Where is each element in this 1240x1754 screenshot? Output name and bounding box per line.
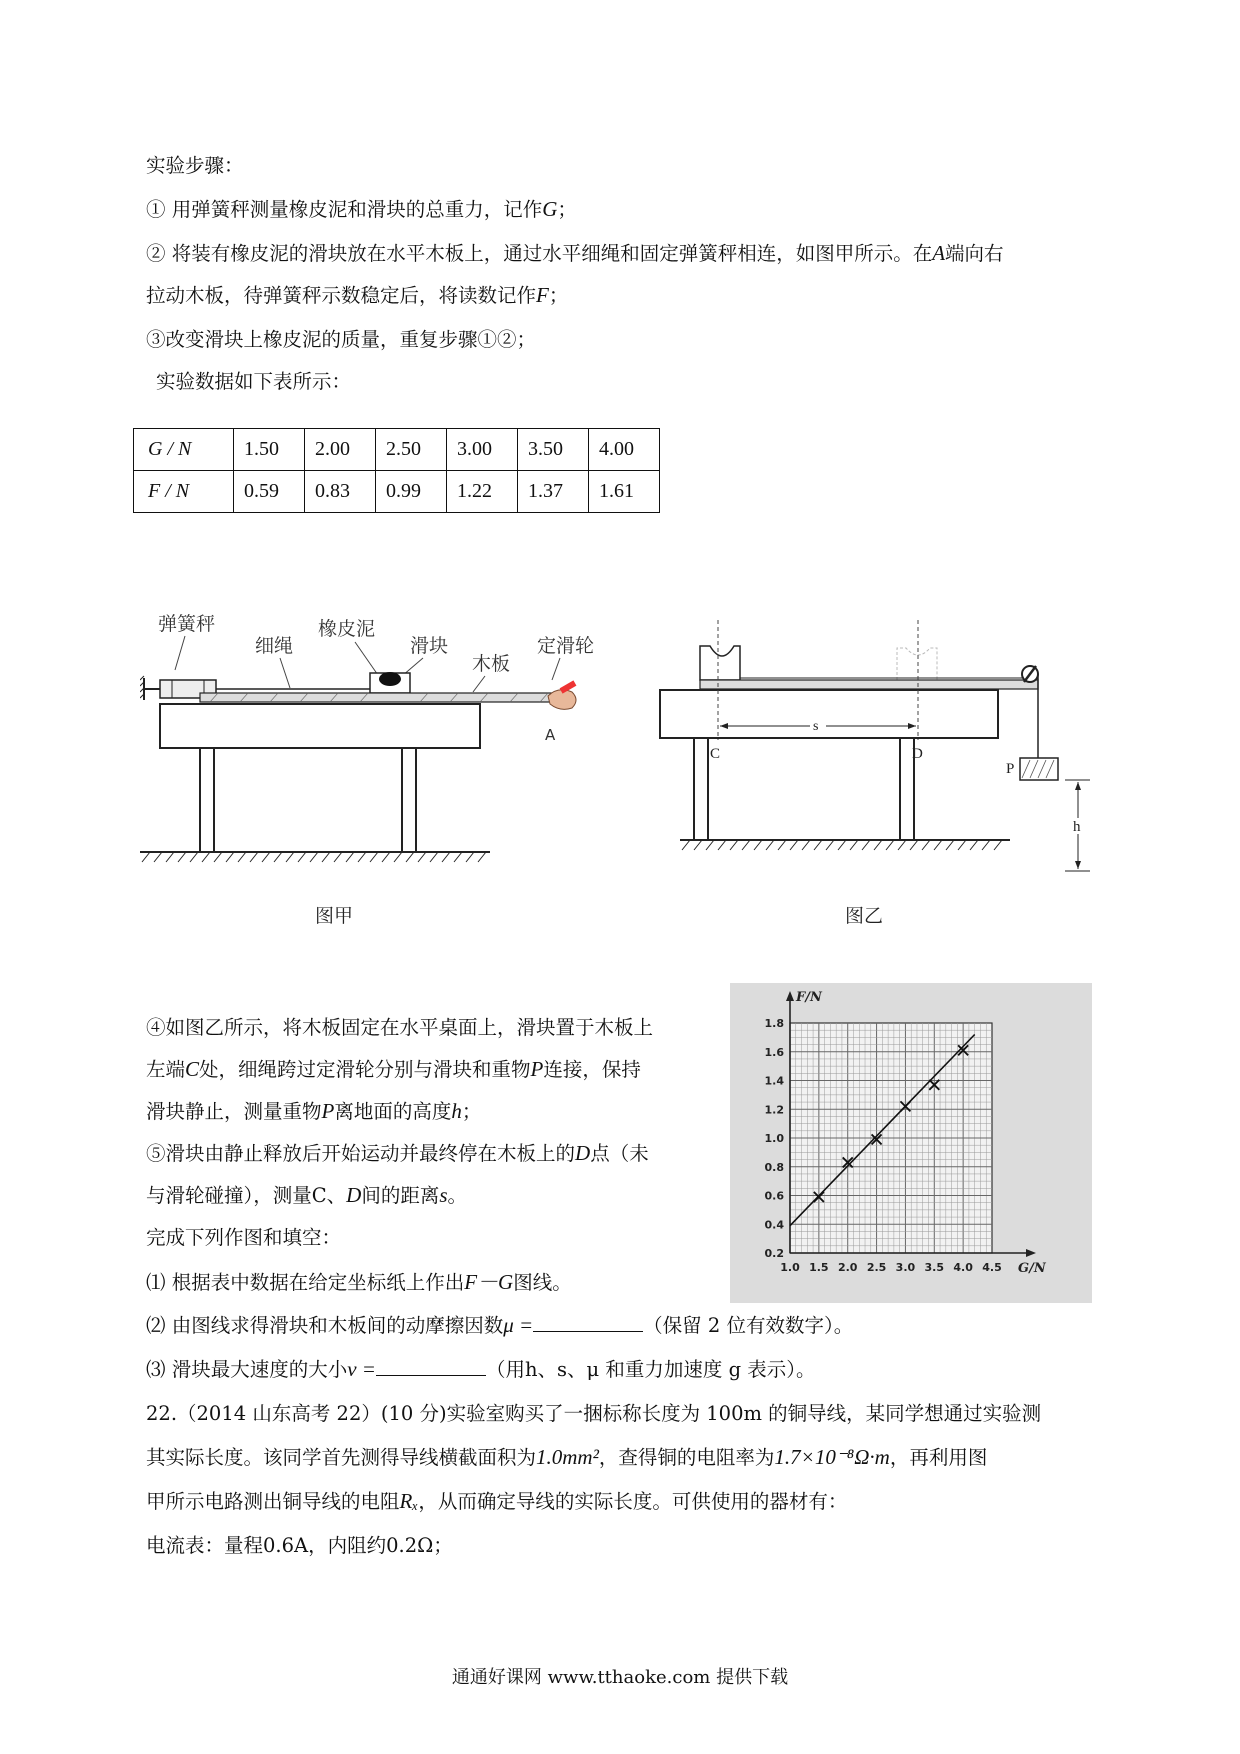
y-tick-label: 1.8 (764, 1017, 784, 1030)
step-5b-end: 。 (447, 1184, 468, 1207)
p22b-end: ，再利用图 (889, 1446, 988, 1469)
step-4c-end: ； (461, 1100, 482, 1123)
q1-end: 图线。 (513, 1271, 572, 1294)
table-cell: 0.99 (376, 471, 447, 513)
step-5-line-2 (146, 1180, 467, 1208)
x-tick-label: 1.0 (780, 1261, 800, 1274)
data-intro: 实验数据如下表所示： (156, 370, 352, 393)
table-row-label: G / N (134, 429, 234, 471)
step-4b-pre: 左端 (146, 1058, 186, 1081)
f-g-chart (730, 983, 1092, 1303)
table-cell: 4.00 (589, 429, 660, 471)
label-string: 细绳 (255, 635, 294, 657)
table-cell: 3.00 (447, 429, 518, 471)
y-tick-label: 1.2 (764, 1103, 784, 1117)
figure-yi (650, 600, 1120, 950)
q2-answer-blank[interactable] (533, 1315, 643, 1332)
q2-end: （保留 2 位有效数字）。 (643, 1314, 854, 1337)
step-2b-var: F (536, 283, 549, 307)
y-tick-label: 0.8 (764, 1160, 784, 1174)
q3-end: （用h、s、μ 和重力加速度 g 表示）。 (485, 1358, 816, 1381)
step-4c-var-p: P (321, 1099, 335, 1123)
step-5b-mid: 间的距离 (361, 1184, 440, 1207)
problem-22-line-3 (146, 1486, 847, 1514)
step-4-line-3 (146, 1096, 481, 1124)
x-tick-label: 2.0 (837, 1261, 858, 1274)
q2-pre: ⑵ 由图线求得滑块和木板间的动摩擦因数 (146, 1314, 504, 1337)
data-table (133, 428, 660, 513)
y-axis-arrow (786, 991, 794, 1001)
y-tick-label: 0.2 (764, 1247, 784, 1260)
table-cell: 1.61 (589, 471, 660, 513)
step-2a-end: 端向右 (945, 242, 1004, 265)
q1-pre: ⑴ 根据表中数据在给定坐标纸上作出 (146, 1271, 465, 1294)
q2-var: μ = (503, 1313, 534, 1337)
q3-var: v = (347, 1357, 376, 1381)
figure-jia (140, 600, 610, 950)
table-row-g (134, 429, 660, 471)
label-board: 木板 (472, 653, 511, 675)
table-cell: 0.83 (305, 471, 376, 513)
footer: 通通好课网 www.tthaoke.com 提供下载 (451, 1667, 789, 1688)
p22b-area: 1.0mm² (536, 1445, 599, 1469)
table-cell: 1.22 (447, 471, 518, 513)
p22b-mid: ，查得铜的电阻率为 (598, 1446, 775, 1469)
label-h: h (1073, 819, 1081, 835)
step-4b-var-p: P (530, 1057, 544, 1081)
y-tick-label: 1.0 (764, 1132, 784, 1145)
p22b-rho: 1.7×10⁻⁸Ω·m (774, 1445, 890, 1469)
x-axis-arrow (1026, 1249, 1036, 1257)
step-1-end: ； (557, 198, 577, 221)
ammeter-line: 电流表：量程0.6A，内阻约0.2Ω； (146, 1534, 453, 1557)
p22c-var: Rₓ (399, 1489, 419, 1513)
step-4b-var-c: C (185, 1057, 200, 1081)
x-tick-label: 1.5 (809, 1261, 829, 1274)
label-pulley: 定滑轮 (537, 635, 595, 657)
table-cell: 1.37 (518, 471, 589, 513)
label-clay: 橡皮泥 (318, 618, 376, 640)
question-3 (146, 1354, 816, 1382)
label-slider: 滑块 (410, 635, 449, 657)
question-2 (146, 1310, 853, 1338)
x-tick-label: 3.0 (895, 1261, 916, 1274)
step-2-line-1 (146, 238, 1004, 266)
x-tick-label: 3.5 (924, 1261, 945, 1274)
q1-var: F－G (464, 1270, 514, 1294)
step-2a-text: ② 将装有橡皮泥的滑块放在水平木板上，通过水平细绳和固定弹簧秤相连，如图甲所示。在 (146, 242, 933, 265)
step-2-line-2 (146, 280, 568, 308)
x-tick-label: 2.5 (866, 1261, 887, 1274)
table-row-f (134, 471, 660, 513)
table-cell: 2.00 (305, 429, 376, 471)
step-4-line-1: ④如图乙所示，将木板固定在水平桌面上，滑块置于木板上 (146, 1016, 654, 1039)
step-5b-pre: 与滑轮碰撞），测量C、 (146, 1184, 347, 1207)
step-3: ③改变滑块上橡皮泥的质量，重复步骤①②； (146, 328, 537, 351)
p22c-end: ，从而确定导线的实际长度。可供使用的器材有： (418, 1490, 848, 1513)
q3-pre: ⑶ 滑块最大速度的大小 (146, 1358, 348, 1381)
table-cell: 1.50 (234, 429, 305, 471)
step-4-line-2 (146, 1054, 641, 1082)
p22b-pre: 其实际长度。该同学首先测得导线横截面积为 (146, 1446, 537, 1469)
step-5b-var-d: D (346, 1183, 362, 1207)
step-5a-end: 点（未 (590, 1142, 649, 1165)
label-spring-scale: 弹簧秤 (158, 613, 216, 635)
step-5a-pre: ⑤滑块由静止释放后开始运动并最终停在木板上的 (146, 1142, 576, 1165)
problem-22-line-1: 22.（2014 山东高考 22）(10 分)实验室购买了一捆标称长度为 100m 的铜导线，某同学想通过实验测 (146, 1402, 1042, 1425)
q3-answer-blank[interactable] (376, 1359, 486, 1376)
step-4c-pre: 滑块静止，测量重物 (146, 1100, 322, 1123)
f-g-graph (730, 983, 1092, 1303)
step-4c-var-h: h (451, 1099, 462, 1123)
task-heading: 完成下列作图和填空： (146, 1226, 342, 1249)
question-1 (146, 1266, 572, 1296)
label-p: P (1006, 761, 1015, 777)
step-1 (146, 194, 577, 222)
label-c: C (710, 746, 721, 762)
table-cell: 3.50 (518, 429, 589, 471)
x-tick-label: 4.0 (953, 1261, 973, 1274)
step-2b-end: ； (548, 284, 569, 307)
y-axis-label: F/N (796, 990, 822, 1005)
step-5-line-1 (146, 1138, 649, 1166)
step-2b-text: 拉动木板，待弹簧秤示数稳定后，将读数记作 (146, 284, 537, 307)
y-tick-label: 1.4 (764, 1074, 784, 1088)
label-s: s (813, 719, 819, 734)
step-1-text: ① 用弹簧秤测量橡皮泥和滑块的总重力，记作 (146, 198, 543, 221)
x-axis-label: G/N (1018, 1261, 1046, 1276)
problem-22-line-2 (146, 1442, 987, 1470)
step-4b-end: 连接，保持 (543, 1058, 641, 1081)
caption-yi: 图乙 (845, 905, 884, 927)
table-cell: 2.50 (376, 429, 447, 471)
step-5a-var-d: D (575, 1141, 591, 1165)
step-2a-var: A (932, 241, 946, 265)
step-4c-mid: 离地面的高度 (334, 1100, 452, 1123)
p22c-pre: 甲所示电路测出铜导线的电阻 (146, 1490, 400, 1513)
table-row-label: F / N (134, 471, 234, 513)
caption-jia: 图甲 (315, 905, 354, 927)
step-4b-mid: 处，细绳跨过定滑轮分别与滑块和重物 (199, 1058, 531, 1081)
label-d: D (912, 746, 923, 762)
step-5b-var-s: s (439, 1183, 448, 1207)
y-tick-label: 0.6 (764, 1189, 784, 1203)
label-a: A (545, 726, 556, 744)
x-tick-label: 4.5 (982, 1261, 1002, 1274)
table-cell: 0.59 (234, 471, 305, 513)
steps-title: 实验步骤： (146, 154, 244, 177)
step-1-var: G (542, 197, 558, 221)
y-tick-label: 1.6 (764, 1045, 784, 1059)
y-tick-label: 0.4 (764, 1218, 784, 1232)
